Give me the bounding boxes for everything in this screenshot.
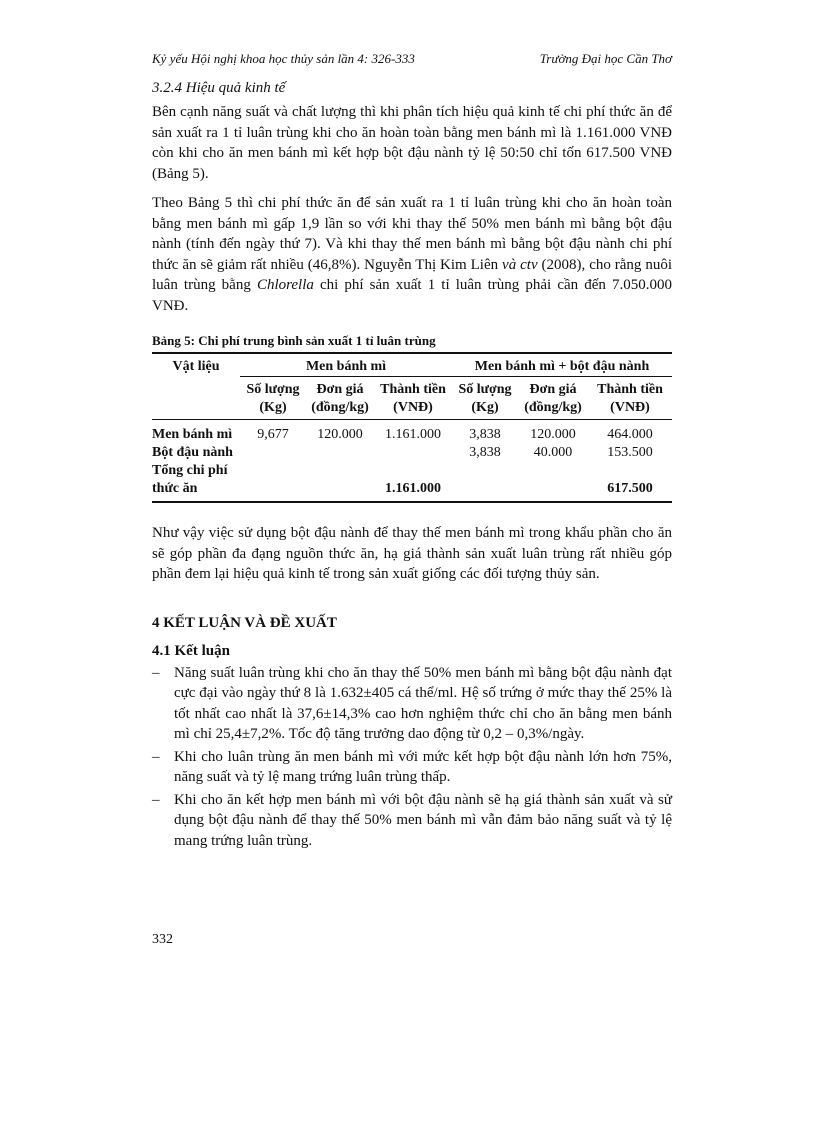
table-cell: 1.161.000 bbox=[385, 427, 441, 442]
table-cell bbox=[306, 444, 374, 462]
col-material: Vật liệu bbox=[172, 359, 220, 374]
conclusion-list bbox=[152, 663, 672, 852]
table-cell: 40.000 bbox=[533, 445, 573, 460]
paragraph-2 bbox=[152, 193, 672, 316]
table-cell: 3,838 bbox=[469, 427, 501, 442]
list-item bbox=[152, 790, 672, 852]
sub-header-amount-1: Thành tiền (VNĐ) bbox=[380, 382, 446, 415]
total-yeast: 1.161.000 bbox=[385, 481, 441, 496]
total-yeast-soy: 617.500 bbox=[607, 481, 653, 496]
table-subheader-row bbox=[152, 377, 672, 420]
page-content bbox=[152, 50, 672, 853]
row-label: Men bánh mì bbox=[152, 427, 233, 442]
header-right: Trường Đại học Cần Thơ bbox=[539, 51, 672, 66]
dash-bullet: – bbox=[152, 748, 160, 765]
paragraph-2-italic-chlorella: Chlorella bbox=[256, 277, 314, 293]
table-cell: 3,838 bbox=[469, 445, 501, 460]
paragraph-1: Bên cạnh năng suất và chất lượng thì khi phân tích hiệu quả kinh tế chi phí thức ăn để sản xuất ra 1 tỉ luân trùng khi cho ăn hoàn toàn bằng men bánh mì là 1.161.000 VNĐ còn khi cho ăn men bánh mì kết hợp bột đậu nành tỷ lệ 50:50 chỉ tốn 617.500 VNĐ (Bảng 5). bbox=[152, 104, 672, 182]
paragraph-2-italic-ctv: và ctv bbox=[502, 256, 538, 273]
table-total-row bbox=[152, 462, 672, 502]
table-cell: 153.500 bbox=[607, 445, 653, 460]
sub-header-price-2: Đơn giá (đồng/kg) bbox=[524, 382, 582, 415]
paragraph-3: Như vậy việc sử dụng bột đậu nành để thay thế men bánh mì trong khẩu phần cho ăn sẽ góp phần đa đạng nguồn thức ăn, hạ giá thành sản xuất luân trùng rất nhiều góp phần đem lại hiệu quả kinh tế trong sản xuất giống các đối tượng thủy sản. bbox=[152, 525, 672, 582]
table-cell: 464.000 bbox=[607, 427, 653, 442]
section-heading-4-1: 4.1 Kết luận bbox=[152, 642, 230, 659]
list-item-text: Khi cho luân trùng ăn men bánh mì với mức kết hợp bột đậu nành lớn hơn 75%, năng suất và tỷ lệ mang trứng luân trùng thấp. bbox=[174, 748, 672, 785]
section-heading-3-2-4: 3.2.4 Hiệu quả kinh tế bbox=[152, 80, 286, 96]
sub-header-price-1: Đơn giá (đồng/kg) bbox=[311, 382, 369, 415]
table-cell: 120.000 bbox=[317, 427, 363, 442]
paragraph-2-part-a: Theo Bảng 5 thì chi phí thức ăn để sản xuất ra 1 tỉ luân trùng khi cho ăn hoàn toàn bằng men bánh mì gấp 1,9 lần so với khi thay thế 50% men bánh mì bằng bột đậu nành (tính đến ngày thứ 7). Và khi thay thế men bánh mì bằng bột đậu nành chi phí thức ăn sẽ giảm rất nhiều (46,8%). Nguyễn Thị Kim Liên bbox=[152, 195, 672, 273]
paragraph-2-part-c: chi phí sản xuất 1 tỉ luân trùng phải cần đến 7.050.000 VNĐ. bbox=[152, 277, 672, 314]
table-cell bbox=[240, 444, 306, 462]
row-label: Bột đậu nành bbox=[152, 445, 233, 460]
table-cell: 9,677 bbox=[257, 427, 289, 442]
page-number: 332 bbox=[152, 932, 173, 947]
paragraph-2-part-b: (2008), cho rằng nuôi luân trùng bằng bbox=[152, 256, 673, 293]
total-label: Tổng chi phí thức ăn bbox=[152, 463, 228, 496]
section-heading-4: 4 KẾT LUẬN VÀ ĐỀ XUẤT bbox=[152, 614, 337, 631]
table-row bbox=[152, 420, 672, 445]
list-item-text: Khi cho ăn kết hợp men bánh mì với bột đậu nành sẽ hạ giá thành sản xuất và sử dụng bột đậu nành để thay thế 50% men bánh mì vẫn đảm bảo năng suất và tỷ lệ mang trứng luân trùng. bbox=[174, 791, 672, 849]
table-header-row bbox=[152, 353, 672, 377]
sub-header-qty-2: Số lượng (Kg) bbox=[458, 382, 512, 415]
sub-header-amount-2: Thành tiền (VNĐ) bbox=[597, 382, 663, 415]
table-row bbox=[152, 444, 672, 462]
table-cell bbox=[374, 444, 452, 462]
sub-header-qty-1: Số lượng (Kg) bbox=[246, 382, 300, 415]
dash-bullet: – bbox=[152, 791, 160, 808]
table-caption: Bảng 5: Chi phí trung bình sản xuất 1 tỉ luân trùng bbox=[152, 333, 436, 348]
group-header-yeast-soy: Men bánh mì + bột đậu nành bbox=[452, 353, 672, 377]
list-item bbox=[152, 747, 672, 788]
table-cell: 120.000 bbox=[530, 427, 576, 442]
list-item bbox=[152, 663, 672, 745]
dash-bullet: – bbox=[152, 664, 160, 681]
cost-table bbox=[152, 352, 672, 503]
list-item-text: Năng suất luân trùng khi cho ăn thay thế 50% men bánh mì bằng bột đậu nành đạt cực đại vào ngày thứ 8 là 1.632±405 cá thể/ml. Hệ số trứng ở mức thay thế 25% là tốt nhất cao nhất là 37,6±14,3% cao hơn nghiệm thức chỉ cho ăn bằng men bánh mì chỉ 25,4±7,2%. Tốc độ tăng trưởng dao động từ 0,2 – 0,3%/ngày. bbox=[174, 664, 672, 742]
header-left: Kỷ yếu Hội nghị khoa học thủy sản lần 4: 326-333 bbox=[152, 51, 415, 66]
group-header-yeast: Men bánh mì bbox=[240, 353, 452, 377]
running-header bbox=[152, 50, 672, 68]
